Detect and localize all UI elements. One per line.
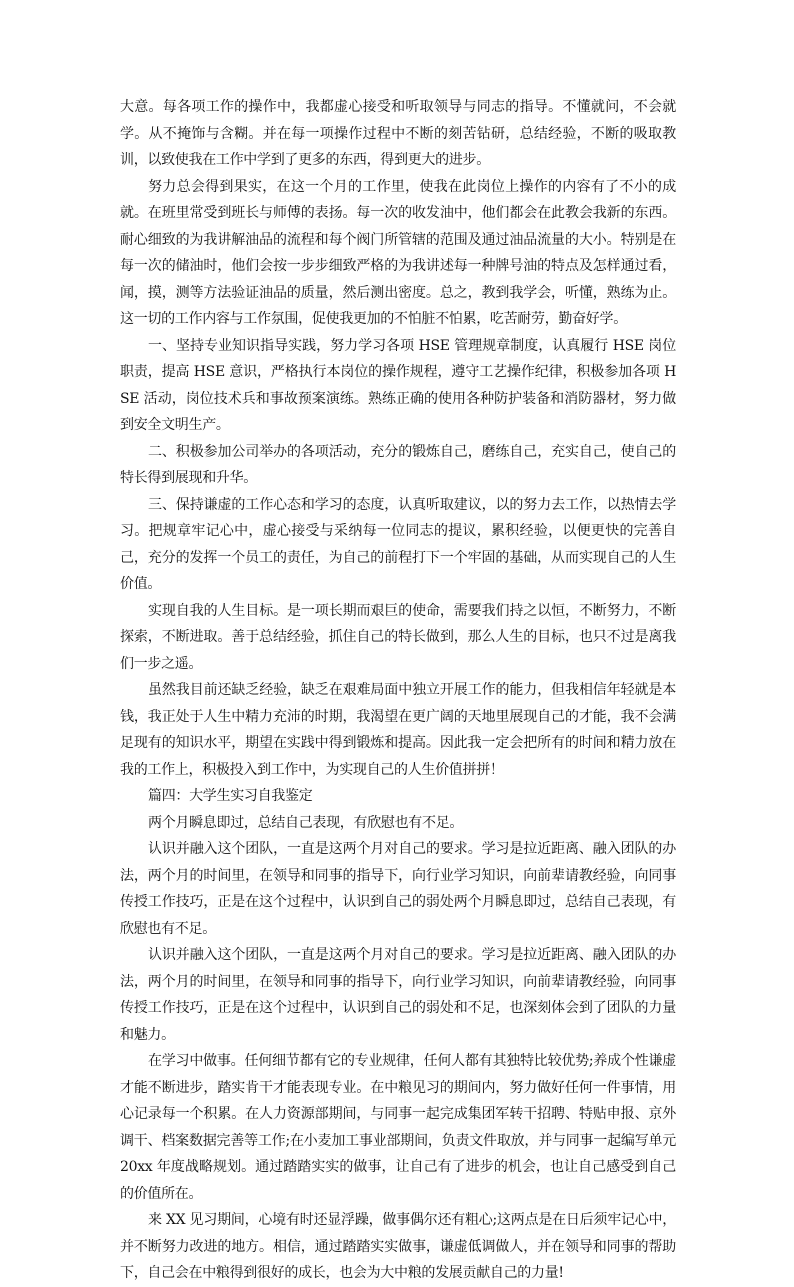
paragraph-13: 来 XX 见习期间，心境有时还显浮躁，做事偶尔还有粗心;这两点是在日后须牢记心中，并不断努力改进的地方。相信，通过踏踏实实做事，谦虚低调做人，并在领导和同事的帮助下，自己会在中粮得到很好的成长，也会为大中粮的发展贡献自己的力量!: [120, 1212, 676, 1281]
paragraph-3: 一、坚持专业知识指导实践，努力学习各项 HSE 管理规章制度，认真履行 HSE 岗位职责，提高 HSE 意识，严格执行本岗位的操作规程，遵守工艺操作纪律，积极参加各项 HSE 活动，岗位技术兵和事故预案演练。熟练正确的使用各种防护装备和消防器材，努力做到安全文明生产。: [120, 337, 676, 433]
paragraph-5: 三、保持谦虚的工作心态和学习的态度，认真听取建议，以的努力去工作，以热情去学习。把规章牢记心中，虚心接受与采纳每一位同志的提议，累积经验，以便更快的完善自己，充分的发挥一个员工的责任，为自己的前程打下一个牢固的基础，从而实现自己的人生价值。: [120, 496, 676, 592]
paragraph-11: 认识并融入这个团队，一直是这两个月对自己的要求。学习是拉近距离、融入团队的办法，两个月的时间里，在领导和同事的指导下，向行业学习知识，向前辈请教经验，向同事传授工作技巧，正是在这个过程中，认识到自己的弱处和不足，也深刻体会到了团队的力量和魅力。: [120, 947, 676, 1043]
document-body: [120, 94, 676, 1287]
paragraph-9: 两个月瞬息即过，总结自己表现，有欣慰也有不足。: [148, 814, 464, 831]
paragraph-10: 认识并融入这个团队，一直是这两个月对自己的要求。学习是拉近距离、融入团队的办法，两个月的时间里，在领导和同事的指导下，向行业学习知识，向前辈请教经验，向同事传授工作技巧，正是在这个过程中，认识到自己的弱处两个月瞬息即过，总结自己表现，有欣慰也有不足。: [120, 841, 676, 937]
paragraph-7: 虽然我目前还缺乏经验，缺乏在艰难局面中独立开展工作的能力，但我相信年轻就是本钱，我正处于人生中精力充沛的时期，我渴望在更广阔的天地里展现自己的才能，我不会满足现有的知识水平，期望在实践中得到锻炼和提高。因此我一定会把所有的时间和精力放在我的工作上，积极投入到工作中，为实现自己的人生价值拼拼！: [120, 682, 676, 778]
section-heading: 篇四：大学生实习自我鉴定: [148, 788, 313, 804]
paragraph-2: 努力总会得到果实，在这一个月的工作里，使我在此岗位上操作的内容有了不小的成就。在班里常受到班长与师傅的表扬。每一次的收发油中，他们都会在此教会我新的东西。耐心细致的为我讲解油品的流程和每个阀门所管辖的范围及通过油品流量的大小。特别是在每一次的储油时，他们会按一步步细致严格的为我讲述每一种牌号油的特点及怎样通过看，闻，摸，测等方法验证油品的质量，然后测出密度。总之，教到我学会，听懂，熟练为止。这一切的工作内容与工作氛围，促使我更加的不怕脏不怕累，吃苦耐劳，勤奋好学。: [120, 178, 676, 327]
paragraph-6: 实现自我的人生目标。是一项长期而艰巨的使命，需要我们持之以恒，不断努力，不断探索，不断进取。善于总结经验，抓住自己的特长做到，那么人生的目标，也只不过是离我们一步之遥。: [120, 602, 676, 672]
paragraph-12: 在学习中做事。任何细节都有它的专业规律，任何人都有其独特比较优势;养成个性谦虚才能不断进步，踏实肯干才能表现专业。在中粮见习的期间内，努力做好任何一件事情，用心记录每一个积累。在人力资源部期间，与同事一起完成集团军转干招聘、特贴申报、京外调干、档案数据完善等工作;在小麦加工事业部期间，负责文件取放，并与同事一起编写单元 20xx 年度战略规划。通过踏踏实实的做事，让自己有了进步的机会，也让自己感受到自己的价值所在。: [120, 1053, 676, 1202]
paragraph-4: 二、积极参加公司举办的各项活动，充分的锻炼自己，磨练自己，充实自己，使自己的特长得到展现和升华。: [120, 443, 676, 486]
paragraph-1: 大意。每各项工作的操作中，我都虚心接受和听取领导与同志的指导。不懂就问，不会就学。从不掩饰与含糊。并在每一项操作过程中不断的刻苦钻研，总结经验，不断的吸取教训，以致使我在工作中学到了更多的东西，得到更大的进步。: [120, 99, 676, 168]
